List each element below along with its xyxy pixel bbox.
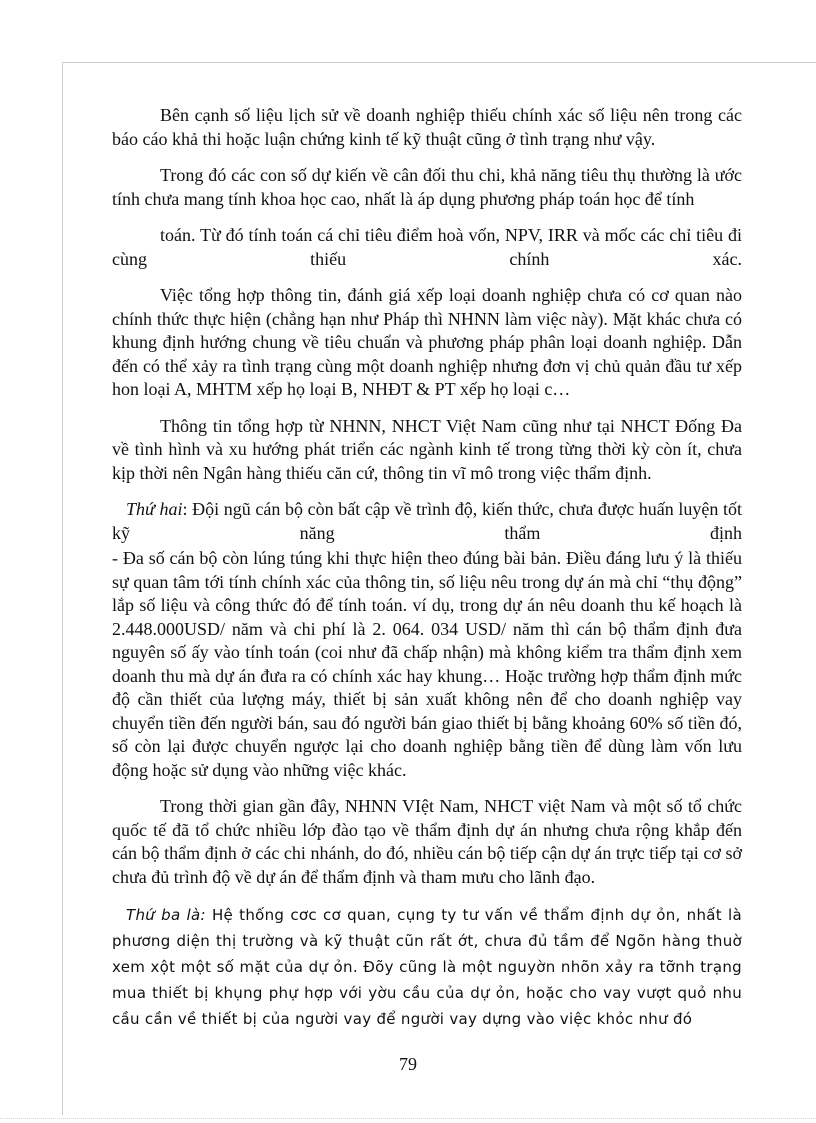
paragraph-1: Bên cạnh số liệu lịch sử về doanh nghiệp thiếu chính xác số liệu nên trong các báo cáo khả thi hoặc luận chứng kinh tế kỹ thuật cũng ở tình trạng như vậy. [112, 105, 742, 149]
paragraph-3: toán. Từ đó tính toán cá chỉ tiêu điểm hoà vốn, NPV, IRR và mốc các chỉ tiêu đi cùng thiếu chính xác. [112, 225, 742, 269]
paragraph-4: Việc tổng hợp thông tin, đánh giá xếp loại doanh nghiệp chưa có cơ quan nào chính thức thực hiện (chẳng hạn như Pháp thì NHNN làm việc này). Mặt khác chưa có khung định hướng chung về tiêu chuẩn và phương pháp phân loại doanh nghiệp. Dẫn đến có thể xảy ra tình trạng cùng một doanh nghiệp nhưng đơn vị chủ quản đầu tư xếp hon loại A, MHTM xếp họ loại B, NHĐT & PT xếp họ loại c… [112, 285, 742, 399]
paragraph-5: Thông tin tổng hợp từ NHNN, NHCT Việt Nam cũng như tại NHCT Đống Đa về tình hình và xu hướng phát triển các ngành kinh tế trong từng thời kỳ còn ít, chưa kịp thời nên Ngân hàng thiếu căn cứ, thông tin vĩ mô trong việc thẩm định. [112, 415, 742, 483]
footer-rule [0, 1118, 816, 1119]
paragraph-9 [112, 902, 742, 1032]
paragraph-6-text: : Đội ngũ cán bộ còn bất cập về trình độ, kiến thức, chưa được huấn luyện tốt kỹ năng thẩm định [112, 499, 742, 543]
section-label-thu-ba: Thứ ba là: [126, 906, 206, 924]
paragraph-8: Trong thời gian gần đây, NHNN VIệt Nam, NHCT việt Nam và một số tổ chức quốc tế đã tổ chức nhiều lớp đào tạo về thẩm định dự án nhưng chưa rộng khắp đến cán bộ thẩm định ở các chi nhánh, do đó, nhiều cán bộ tiếp cận dự án trực tiếp tại cơ sở chưa đủ trình độ về dự án để thẩm định và tham mưu cho lãnh đạo. [112, 796, 742, 887]
body-text [112, 104, 742, 1032]
paragraph-9-text: Hệ thống cơc cơ quan, cụng ty tư vấn về thẩm định dự ỏn, nhất là phương diện thị trường và kỹ thuật cũn rất ớt, chưa đủ tầm để Ngõn hàng thuờ xem xột một số mặt của dự ỏn. Đõy cũng là một nguyờn nhõn xảy ra tỡnh trạng mua thiết bị khụng phự hợp với yờu cầu của dự ỏn, hoặc cho vay vượt quỏ nhu cầu cần về thiết bị của người vay để người vay dựng vào việc khỏc như đó [112, 906, 742, 1028]
paragraph-2: Trong đó các con số dự kiến về cân đối thu chi, khả năng tiêu thụ thường là ước tính chưa mang tính khoa học cao, nhất là áp dụng phương pháp toán học để tính [112, 165, 742, 209]
page-number: 79 [399, 1054, 417, 1074]
paragraph-7: - Đa số cán bộ còn lúng túng khi thực hiện theo đúng bài bản. Điều đáng lưu ý là thiếu sự quan tâm tới tính chính xác của thông tin, số liệu nêu trong dự án mà chỉ “thụ động” lắp số liệu và công thức đó để tính toán. ví dụ, trong dự án nêu doanh thu kế hoạch là 2.448.000USD/ năm và chi phí là 2. 064. 034 USD/ năm thì cán bộ thẩm định đưa nguyên số ấy vào tính toán (coi như đã chấp nhận) mà không kiểm tra thẩm định xem doanh thu mà dự án đưa ra có chính xác hay khung… Hoặc trường hợp thẩm định mức độ cần thiết của lượng máy, thiết bị sản xuất không nên để cho doanh nghiệp vay chuyển tiền đến người bán, sau đó người bán giao thiết bị bằng khoảng 60% số tiền đó, số còn lại được chuyển ngược lại cho doanh nghiệp bằng tiền để dùng làm vốn lưu động hoặc sử dụng vào những việc khác. [112, 548, 742, 780]
paragraph-6 [112, 498, 742, 545]
section-label-thu-hai: Thứ hai [126, 499, 183, 519]
